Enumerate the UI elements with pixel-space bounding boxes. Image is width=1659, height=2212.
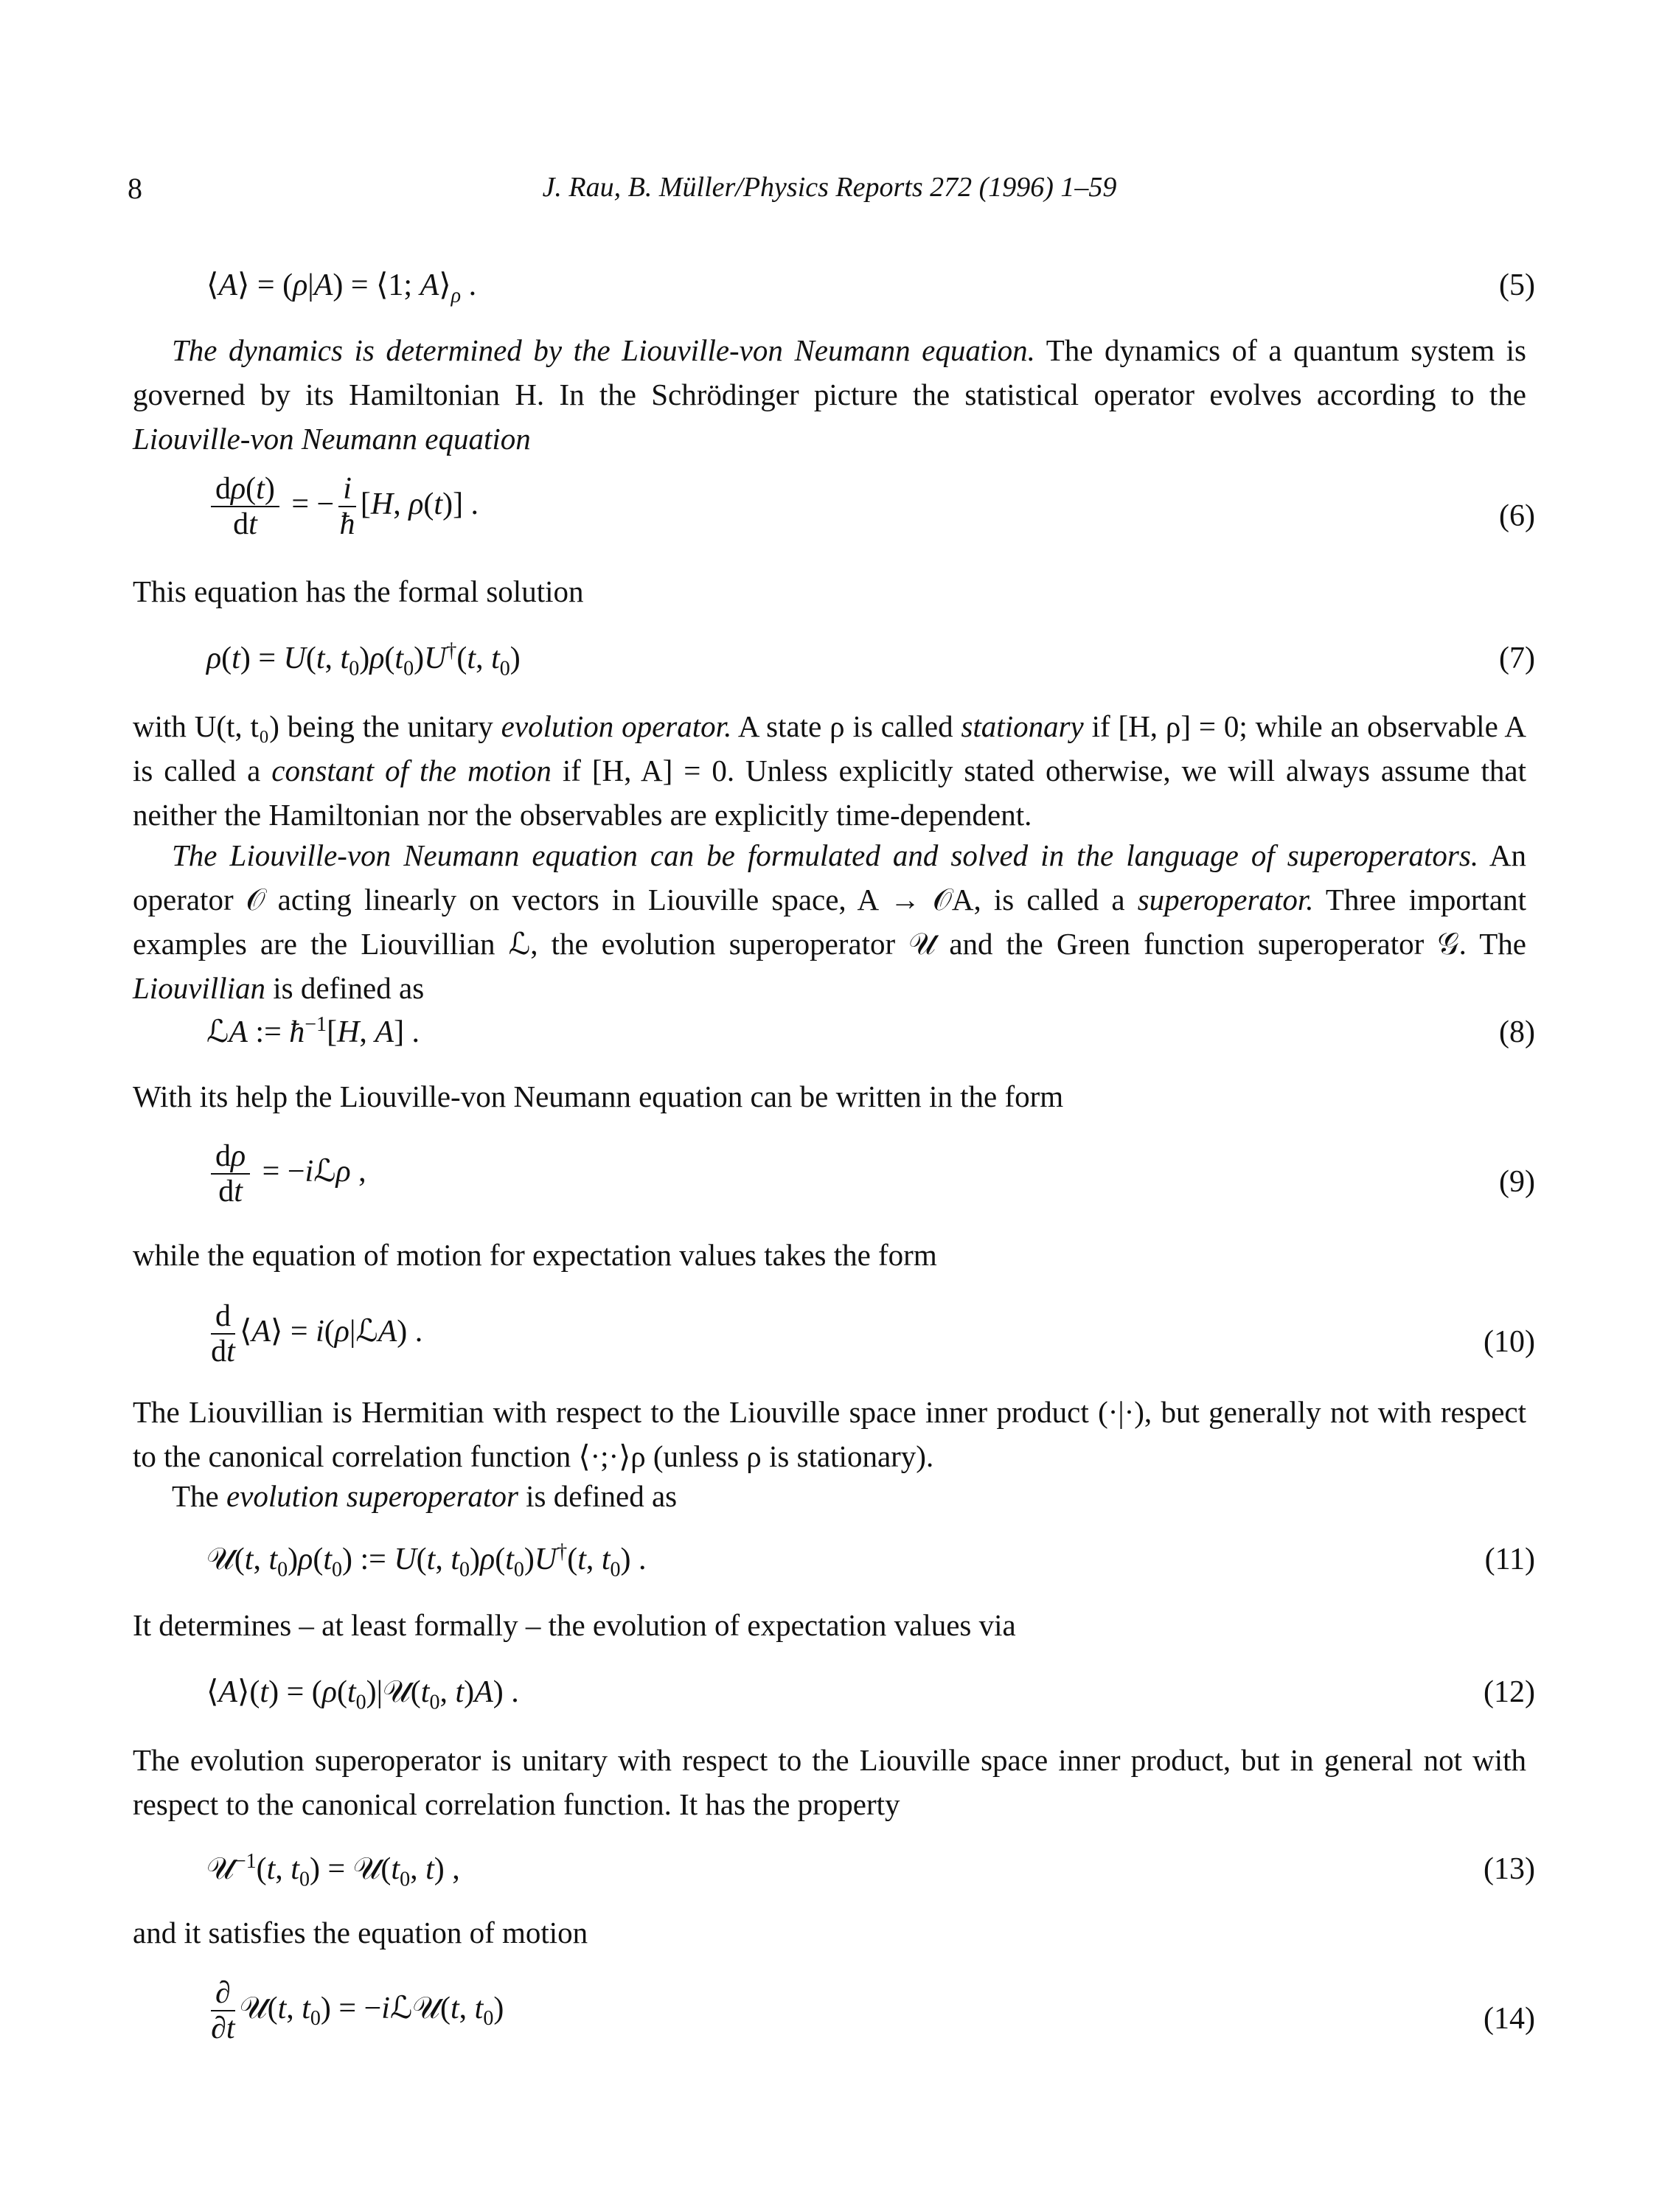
- equation-9: $\frac{d\rho}{dt}$ = −iℒρ ,: [206, 1139, 366, 1208]
- paragraph-text: is defined as: [265, 971, 425, 1005]
- equation-number-6: (6): [1499, 499, 1535, 533]
- equation-number-13: (13): [1484, 1852, 1535, 1886]
- paragraph-term: superoperator.: [1137, 883, 1314, 917]
- equation-10: $\frac{d}{dt}$ ⟨A⟩ = i(ρ|ℒA) .: [211, 1299, 423, 1369]
- equation-number-14: (14): [1484, 2002, 1535, 2036]
- equation-number-7: (7): [1499, 641, 1535, 675]
- paragraph-satisfies: and it satisfies the equation of motion: [133, 1916, 588, 1950]
- paragraph-term: Liouvillian: [133, 971, 265, 1005]
- equation-number-10: (10): [1484, 1325, 1535, 1359]
- paragraph-text: An operator 𝒪 acting linearly on vectors in Liouville space, A → 𝒪A, is called a: [133, 838, 1526, 917]
- paragraph-text: Three important examples are the Liouvillian ℒ, the evolution superoperator 𝒰 and the Green function superoperator 𝒢. The: [133, 883, 1526, 961]
- equation-8: ℒA := $ħ^{-1}[H$, A] .: [206, 1013, 420, 1049]
- equation-14: $\frac{\partial}{\partial t}$ 𝒰(t, $t_0$) = −iℒ𝒰(t, $t_0$): [211, 1976, 504, 2046]
- paragraph-term: evolution operator.: [501, 709, 732, 743]
- paragraph-text: if [H, ρ] = 0; while an observable A is called a: [133, 709, 1526, 787]
- paragraph-term: constant of the motion: [271, 754, 552, 787]
- paragraph-evolution-operator: [133, 704, 1526, 837]
- equation-6: $\frac{d\rho(t)}{dt}$ = − $\frac{i}{ħ}$ [H, ρ(t)] .: [206, 472, 479, 541]
- paragraph-evolution-superoperator: [172, 1478, 677, 1514]
- paragraph-dynamics: [133, 328, 1526, 461]
- paragraph-text: The: [172, 1479, 226, 1513]
- paragraph-text: The dynamics of a quantum system is governed by its Hamiltonian H. In the Schrödinger picture the statistical operator evolves according to the: [133, 333, 1526, 411]
- paragraph-unitary: The evolution superoperator is unitary with respect to the Liouville space inner product, but in general not with respect to the canonical correlation function. It has the property: [133, 1743, 1526, 1821]
- paragraph-term: Liouville-von Neumann equation: [133, 422, 531, 456]
- paragraph-with-its-help: With its help the Liouville-von Neumann equation can be written in the form: [133, 1079, 1064, 1113]
- equation-number-5: (5): [1499, 268, 1535, 302]
- paragraph-term: evolution superoperator: [226, 1479, 518, 1513]
- equation-number-12: (12): [1484, 1675, 1535, 1709]
- paragraph-superoperators: [133, 833, 1526, 1010]
- equation-5: ⟨A⟩ = (ρ|A) = ⟨1; $A⟩_\rho$ .: [206, 268, 477, 307]
- equation-7: ρ(t) = U(t, $t_0)\rho(t_0)U^\dagger(t$, $t_0$): [206, 639, 521, 681]
- equation-12: ⟨A⟩(t) = ($\rho(t_0)|𝒰(t_0$, t)A) .: [206, 1675, 519, 1714]
- equation-number-11: (11): [1484, 1543, 1535, 1576]
- paragraph-text: if [H, A] = 0. Unless explicitly stated otherwise, we will always assume that neither the Hamiltonian nor the observables are explicitly time-dependent.: [133, 754, 1526, 832]
- paragraph-expectation-values: while the equation of motion for expectation values takes the form: [133, 1238, 937, 1272]
- equation-number-8: (8): [1499, 1015, 1535, 1049]
- paragraph-hermitian: The Liouvillian is Hermitian with respect to the Liouville space inner product (·|·), but generally not with respect to the canonical correlation function ⟨·;·⟩ρ (unless ρ is stationary).: [133, 1395, 1526, 1473]
- running-header: J. Rau, B. Müller/Physics Reports 272 (1996) 1–59: [542, 172, 1117, 203]
- paragraph-formal-solution: This equation has the formal solution: [133, 574, 584, 608]
- paragraph-term: stationary: [961, 709, 1084, 743]
- equation-13: 𝒰$^{-1}$(t, $t_0$) = $𝒰(t_0$, t) ,: [206, 1850, 460, 1891]
- equation-11: 𝒰(t, $t_0)\rho(t_0)$ := U(t, $t_0)\rho(t_0)U^\dagger(t$, $t_0$) .: [206, 1540, 647, 1582]
- page-number: 8: [128, 172, 142, 205]
- equation-number-9: (9): [1499, 1165, 1535, 1199]
- paragraph-text: with U(t, t₀) being the unitary: [133, 709, 501, 743]
- paragraph-lead: The Liouville-von Neumann equation can be formulated and solved in the language of superoperators.: [172, 838, 1479, 872]
- paragraph-text: A state ρ is called: [731, 709, 961, 743]
- paragraph-lead: The dynamics is determined by the Liouville-von Neumann equation.: [172, 333, 1035, 367]
- paragraph-text: is defined as: [518, 1479, 678, 1513]
- paragraph-determines: It determines – at least formally – the evolution of expectation values via: [133, 1608, 1016, 1642]
